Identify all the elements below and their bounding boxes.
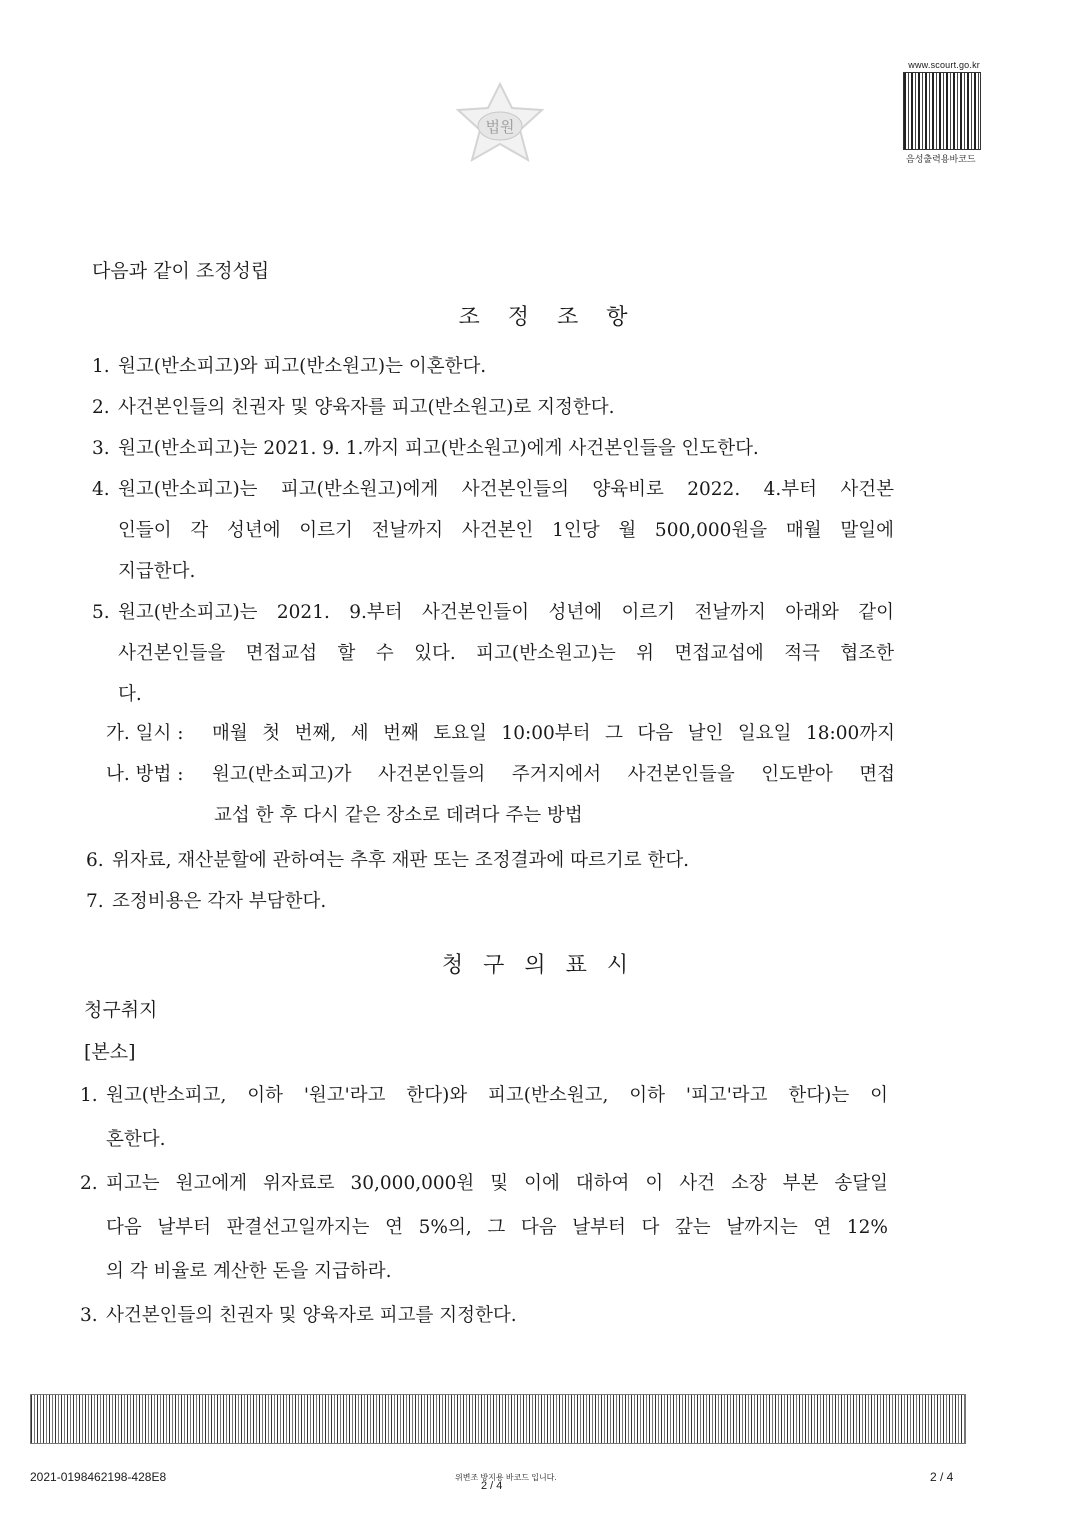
list-item-number: 2.	[92, 397, 110, 418]
page-number-center: 2 / 4	[481, 1480, 503, 1492]
section-title-mediation-terms: 조정조항	[458, 305, 656, 330]
list-item-number: 4.	[92, 479, 110, 500]
list-item-line: 혼한다.	[106, 1129, 166, 1150]
document-id: 2021-0198462198-428E8	[30, 1470, 167, 1484]
sub-item-label: 나. 방법 :	[106, 764, 184, 785]
list-item-line: 조정비용은 각자 부담한다.	[112, 891, 327, 912]
list-item-number: 1.	[92, 356, 110, 377]
list-item-line: 원고(반소피고, 이하 '원고'라고 한다)와 피고(반소원고, 이하 '피고'라고 한다)는 이	[106, 1085, 888, 1106]
list-item-number: 2.	[80, 1173, 98, 1194]
list-item-line: 인들이 각 성년에 이르기 전날까지 사건본인 1인당 월 500,000원을 매월 말일에	[118, 520, 894, 541]
claim-heading: 청구취지	[84, 999, 158, 1021]
intro-text: 다음과 같이 조정성립	[92, 260, 270, 282]
list-item-line: 다음 날부터 판결선고일까지는 연 5%의, 그 다음 날부터 다 갚는 날까지는 연 12%	[106, 1217, 888, 1238]
court-seal	[448, 80, 552, 176]
sub-item-line: 원고(반소피고)가 사건본인들의 주거지에서 사건본인들을 인도받아 면접	[212, 764, 895, 785]
list-item-number: 1.	[80, 1085, 98, 1106]
barcode-notice: 위변조 방지용 바코드 입니다.	[455, 1473, 557, 1482]
list-item-number: 3.	[80, 1305, 98, 1326]
qr-caption: 음성출력용바코드	[906, 154, 976, 164]
list-item-line: 피고는 원고에게 위자료로 30,000,000원 및 이에 대하여 이 사건 소장 부본 송달일	[106, 1173, 888, 1194]
anti-forgery-barcode	[30, 1394, 966, 1444]
list-item-line: 사건본인들을 면접교섭 할 수 있다. 피고(반소원고)는 위 면접교섭에 적극 협조한	[118, 643, 894, 664]
list-item-line: 지급한다.	[118, 561, 196, 582]
voice-output-barcode	[903, 72, 981, 150]
page-number: 2 / 4	[930, 1470, 954, 1484]
list-item-line: 원고(반소피고)는 2021. 9.부터 사건본인들이 성년에 이르기 전날까지 아래와 같이	[118, 602, 894, 623]
list-item-number: 6.	[86, 850, 104, 871]
sub-item-line: 교섭 한 후 다시 같은 장소로 데려다 주는 방법	[214, 805, 583, 826]
qr-url: www.scourt.go.kr	[908, 60, 980, 70]
list-item-line: 의 각 비율로 계산한 돈을 지급하라.	[106, 1261, 392, 1282]
sub-item-line: 매월 첫 번째, 세 번째 토요일 10:00부터 그 다음 날인 일요일 18:00까지	[212, 723, 895, 744]
list-item-number: 5.	[92, 602, 110, 623]
list-item-line: 다.	[118, 684, 142, 705]
list-item-line: 원고(반소피고)는 피고(반소원고)에게 사건본인들의 양육비로 2022. 4.부터 사건본	[118, 479, 894, 500]
list-item-line: 원고(반소피고)는 2021. 9. 1.까지 피고(반소원고)에게 사건본인들을 인도한다.	[118, 438, 759, 459]
list-item-line: 사건본인들의 친권자 및 양육자로 피고를 지정한다.	[106, 1305, 517, 1326]
list-item-line: 위자료, 재산분할에 관하여는 추후 재판 또는 조정결과에 따르기로 한다.	[112, 850, 690, 871]
main-claim-label: [본소]	[84, 1041, 136, 1063]
list-item-line: 사건본인들의 친권자 및 양육자를 피고(반소원고)로 지정한다.	[118, 397, 615, 418]
seal-text: 법원	[485, 118, 515, 136]
list-item-line: 원고(반소피고)와 피고(반소원고)는 이혼한다.	[118, 356, 487, 377]
section-title-claim: 청구의표시	[441, 953, 649, 978]
list-item-number: 7.	[86, 891, 104, 912]
sub-item-label: 가. 일시 :	[106, 723, 184, 744]
list-item-number: 3.	[92, 438, 110, 459]
